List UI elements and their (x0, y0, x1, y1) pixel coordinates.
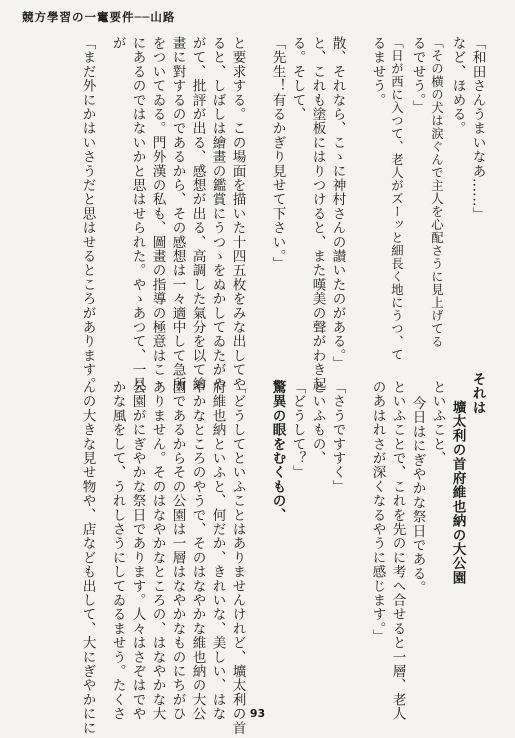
text-column: など、ほめる。 (449, 36, 466, 136)
text-column: をついてゐる。門外漢の私も、圖畫の指導の極意はこゝ (149, 36, 166, 391)
text-column: 「さうですすく」 (329, 380, 346, 494)
text-column: がて、批評が出る、感想が出る、高調した氣分を以て繪 (189, 36, 206, 391)
text-column: るでせう。」 (409, 36, 426, 115)
text-column: 公園がにぎやかな祭日であります。人々はさぞはでや (129, 380, 146, 721)
text-column: といふこと、 (429, 380, 446, 466)
page-number: 93 (249, 707, 266, 720)
text-column: と、これも塗板にはりつけると、また嘆美の聲がわき起 (309, 36, 326, 391)
text-column: 畫に對するのであるから、その感想は一々適中して急所 (169, 36, 186, 391)
text-column: 「まだ外にかはいさうだと思はせるところがあります。 (79, 36, 96, 391)
text-column: 壙太利の首府維也納の大公園 (449, 400, 466, 585)
text-column: といふことで、これを先のに考へ合せると一層、老人 (389, 380, 406, 721)
text-column: ると、しばしは繪畫の鑑賞にうつゝをぬかしてゐたがや (209, 36, 226, 391)
text-column: 今日はにぎやかな祭日である。 (409, 396, 426, 595)
text-column: 驚異の眼をむくもの、 (269, 380, 286, 522)
text-column: それは (469, 372, 486, 415)
text-column: 「日が西に入つて、老人がズーッと細長く地にうつ、て (389, 36, 405, 361)
text-column: 「その横の犬は涙ぐんで主人を心配さうに見上げてる (429, 36, 445, 348)
running-header: 競方學習の一竃要件──山路 (22, 10, 176, 24)
text-column: 府維也納といふと、何だか、きれいな、美しい、はな (209, 380, 226, 721)
text-column: と要求する。この場面を描いた十四五枚をみな出してや (229, 36, 246, 391)
text-column: 「和田さんうまいなあ‥‥‥」 (469, 36, 486, 222)
text-column: かな風をして、うれしさうにしてゐるませう。たくさ (109, 380, 126, 721)
text-column: にあるのではないかと思はせられた。やゝあつて、一見 (129, 36, 146, 391)
text-column: が (109, 36, 126, 51)
text-column: 散、それなら、こゝに神村さんの讃いたのがある。」 (329, 36, 346, 370)
text-column: ありません。そのはなやかなところの、はなやかな大 (149, 380, 166, 721)
text-column: のあはれさが深くなるやうに感じます。」 (369, 380, 386, 643)
text-column: やかなところのやうで、そのはなやかな維也納の大公 (189, 380, 206, 721)
text-column: る。そして、 (289, 36, 306, 122)
text-column: 「どうしてといふことはありませんけれど、壙太利の首 (229, 380, 246, 735)
text-column: んの大きな見せ物や、店なども出して、大にぎやかにに (79, 380, 96, 735)
text-column: 「どうして？」 (289, 380, 306, 480)
text-column: 「先生！有るかぎり見せて下さい。」 (269, 36, 286, 271)
text-column: るませう。 (369, 36, 386, 107)
text-column: 園であるからその公園は一層はなやかなものにちがひ (169, 380, 186, 721)
text-column: といふもの、 (309, 380, 326, 466)
